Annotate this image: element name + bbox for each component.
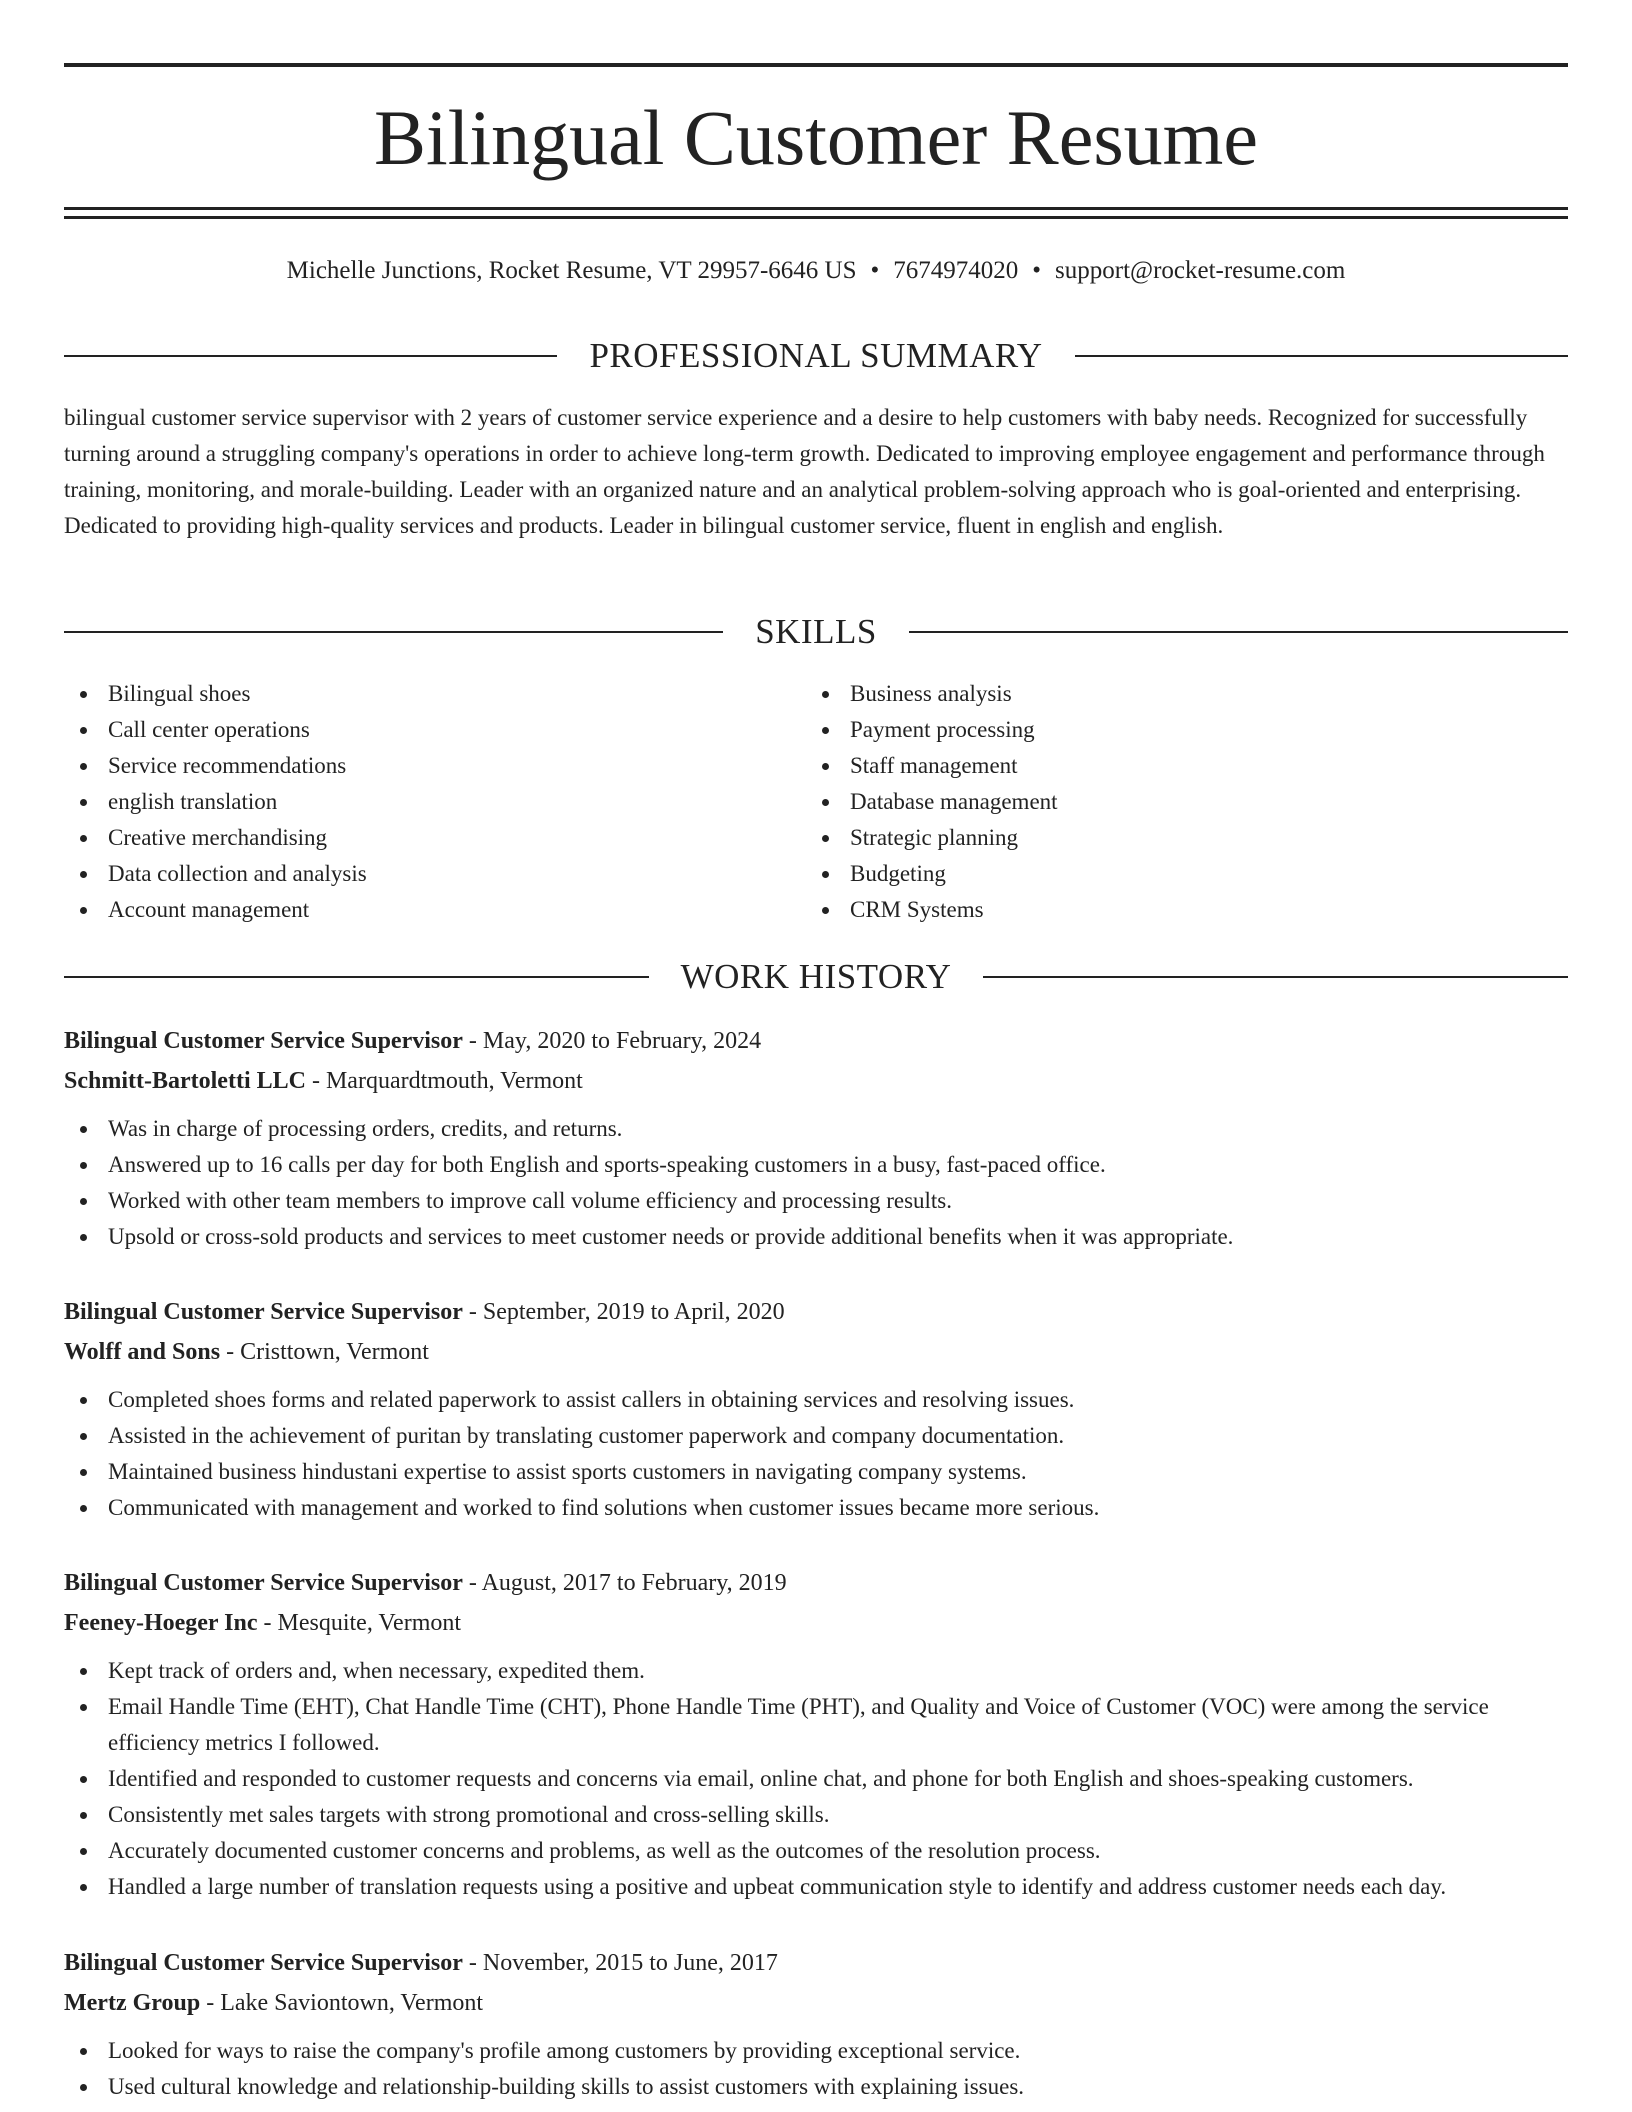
job-company: Mertz Group xyxy=(64,1990,201,2016)
job-bullet: Answered up to 16 calls per day for both English and sports-speaking customers in a busy, fast-paced office. xyxy=(64,1147,1568,1183)
job-company: Schmitt-Bartoletti LLC xyxy=(64,1068,306,1094)
job-bullet: Maintained business hindustani expertise to assist sports customers in navigating company systems. xyxy=(64,1454,1568,1490)
work-history-heading-label: WORK HISTORY xyxy=(680,957,952,996)
job-bullet: Upsold or cross-sold products and services to meet customer needs or provide additional benefits when it was appropriate. xyxy=(64,1219,1568,1255)
heading-rule-left xyxy=(64,355,557,357)
job-title-line xyxy=(64,1563,1568,1603)
dash: - xyxy=(257,1610,278,1636)
job-title: Bilingual Customer Service Supervisor xyxy=(64,1950,463,1976)
job-title-line xyxy=(64,1943,1568,1983)
job-dates: August, 2017 to February, 2019 xyxy=(481,1570,787,1596)
summary-heading-label: PROFESSIONAL SUMMARY xyxy=(589,336,1043,375)
skill-item: Call center operations xyxy=(64,712,806,748)
job-company-line xyxy=(64,1983,1568,2023)
job-title: Bilingual Customer Service Supervisor xyxy=(64,1299,463,1325)
job-entry xyxy=(64,1563,1568,1905)
job-bullet: Identified and responded to customer requests and concerns via email, online chat, and phone for both English and shoes-speaking customers. xyxy=(64,1761,1568,1797)
heading-rule-left xyxy=(64,631,723,633)
job-entry xyxy=(64,1943,1568,2105)
skills-column-right xyxy=(806,676,1548,928)
contact-email: support@rocket-resume.com xyxy=(1055,257,1346,284)
skill-item: CRM Systems xyxy=(806,892,1548,928)
top-rule xyxy=(64,63,1568,67)
job-location: Marquardtmouth, Vermont xyxy=(325,1068,583,1094)
job-title-line xyxy=(64,1021,1568,1061)
contact-address: Michelle Junctions, Rocket Resume, VT 29957-6646 US xyxy=(286,257,857,284)
resume-title: Bilingual Customer Resume xyxy=(374,94,1258,181)
job-bullet: Completed shoes forms and related paperwork to assist callers in obtaining services and resolving issues. xyxy=(64,1382,1568,1418)
job-bullets xyxy=(64,1382,1568,1526)
job-bullets xyxy=(64,1111,1568,1255)
heading-rule-left xyxy=(64,976,649,978)
skill-item: Budgeting xyxy=(806,856,1548,892)
skill-item: Database management xyxy=(806,784,1548,820)
job-entry xyxy=(64,1292,1568,1526)
skill-item: english translation xyxy=(64,784,806,820)
job-company: Feeney-Hoeger Inc xyxy=(64,1610,258,1636)
job-bullet: Used cultural knowledge and relationship-building skills to assist customers with explaining issues. xyxy=(64,2069,1568,2105)
job-title: Bilingual Customer Service Supervisor xyxy=(64,1570,463,1596)
dash: - xyxy=(200,1990,221,2016)
job-dates: May, 2020 to February, 2024 xyxy=(482,1028,762,1054)
job-company: Wolff and Sons xyxy=(64,1339,221,1365)
dash: - xyxy=(220,1339,241,1365)
contact-phone: 7674974020 xyxy=(893,257,1019,284)
job-bullets xyxy=(64,2033,1568,2105)
skill-item: Bilingual shoes xyxy=(64,676,806,712)
skill-item: Service recommendations xyxy=(64,748,806,784)
skills-list xyxy=(64,676,1568,928)
job-title: Bilingual Customer Service Supervisor xyxy=(64,1028,463,1054)
dash: - xyxy=(462,1950,483,1976)
heading-rule-right xyxy=(909,631,1568,633)
skill-item: Payment processing xyxy=(806,712,1548,748)
job-bullet: Handled a large number of translation requests using a positive and upbeat communication style to identify and address customer needs each day. xyxy=(64,1869,1568,1905)
job-bullet: Email Handle Time (EHT), Chat Handle Time (CHT), Phone Handle Time (PHT), and Quality and Voice of Customer (VOC) were among the service efficiency metrics I followed. xyxy=(64,1689,1568,1761)
contact-separator: • xyxy=(870,257,880,284)
summary-heading xyxy=(64,334,1568,378)
dash: - xyxy=(462,1299,483,1325)
dash: - xyxy=(462,1570,482,1596)
title-rule-lower xyxy=(64,216,1568,219)
skill-item: Account management xyxy=(64,892,806,928)
title-rule-upper xyxy=(64,207,1568,210)
job-dates: November, 2015 to June, 2017 xyxy=(482,1950,778,1976)
skills-heading-label: SKILLS xyxy=(755,612,877,651)
job-bullet: Was in charge of processing orders, credits, and returns. xyxy=(64,1111,1568,1147)
heading-rule-right xyxy=(1075,355,1568,357)
skill-item: Business analysis xyxy=(806,676,1548,712)
skill-item: Strategic planning xyxy=(806,820,1548,856)
job-company-line xyxy=(64,1603,1568,1643)
work-history-heading xyxy=(64,955,1568,999)
job-dates: September, 2019 to April, 2020 xyxy=(482,1299,785,1325)
contact-separator: • xyxy=(1032,257,1042,284)
job-bullet: Communicated with management and worked to find solutions when customer issues became more serious. xyxy=(64,1490,1568,1526)
skill-item: Creative merchandising xyxy=(64,820,806,856)
job-bullet: Kept track of orders and, when necessary, expedited them. xyxy=(64,1653,1568,1689)
job-title-line xyxy=(64,1292,1568,1332)
heading-rule-right xyxy=(983,976,1568,978)
job-bullet: Looked for ways to raise the company's profile among customers by providing exceptional service. xyxy=(64,2033,1568,2069)
job-entry xyxy=(64,1021,1568,1255)
skill-item: Data collection and analysis xyxy=(64,856,806,892)
job-company-line xyxy=(64,1332,1568,1372)
job-bullet: Worked with other team members to improve call volume efficiency and processing results. xyxy=(64,1183,1568,1219)
job-location: Lake Saviontown, Vermont xyxy=(220,1990,484,2016)
contact-line xyxy=(64,254,1568,288)
skill-item: Staff management xyxy=(806,748,1548,784)
job-bullet: Consistently met sales targets with strong promotional and cross-selling skills. xyxy=(64,1797,1568,1833)
job-bullets xyxy=(64,1653,1568,1905)
job-bullet: Accurately documented customer concerns and problems, as well as the outcomes of the resolution process. xyxy=(64,1833,1568,1869)
skills-heading xyxy=(64,610,1568,654)
skills-column-left xyxy=(64,676,806,928)
job-location: Mesquite, Vermont xyxy=(277,1610,462,1636)
job-location: Cristtown, Vermont xyxy=(240,1339,429,1365)
dash: - xyxy=(462,1028,483,1054)
dash: - xyxy=(305,1068,326,1094)
job-bullet: Assisted in the achievement of puritan by translating customer paperwork and company documentation. xyxy=(64,1418,1568,1454)
job-company-line xyxy=(64,1061,1568,1101)
summary-text: bilingual customer service supervisor with 2 years of customer service experience and a desire to help customers with baby needs. Recognized for successfully turning around a struggling company's operations in order to achieve long-term growth. Dedicated to improving employee engagement and performance through training, monitoring, and morale-building. Leader with an organized nature and an analytical problem-solving approach who is goal-oriented and enterprising. Dedicated to providing high-quality services and products. Leader in bilingual customer service, fluent in english and english. xyxy=(64,405,1545,538)
